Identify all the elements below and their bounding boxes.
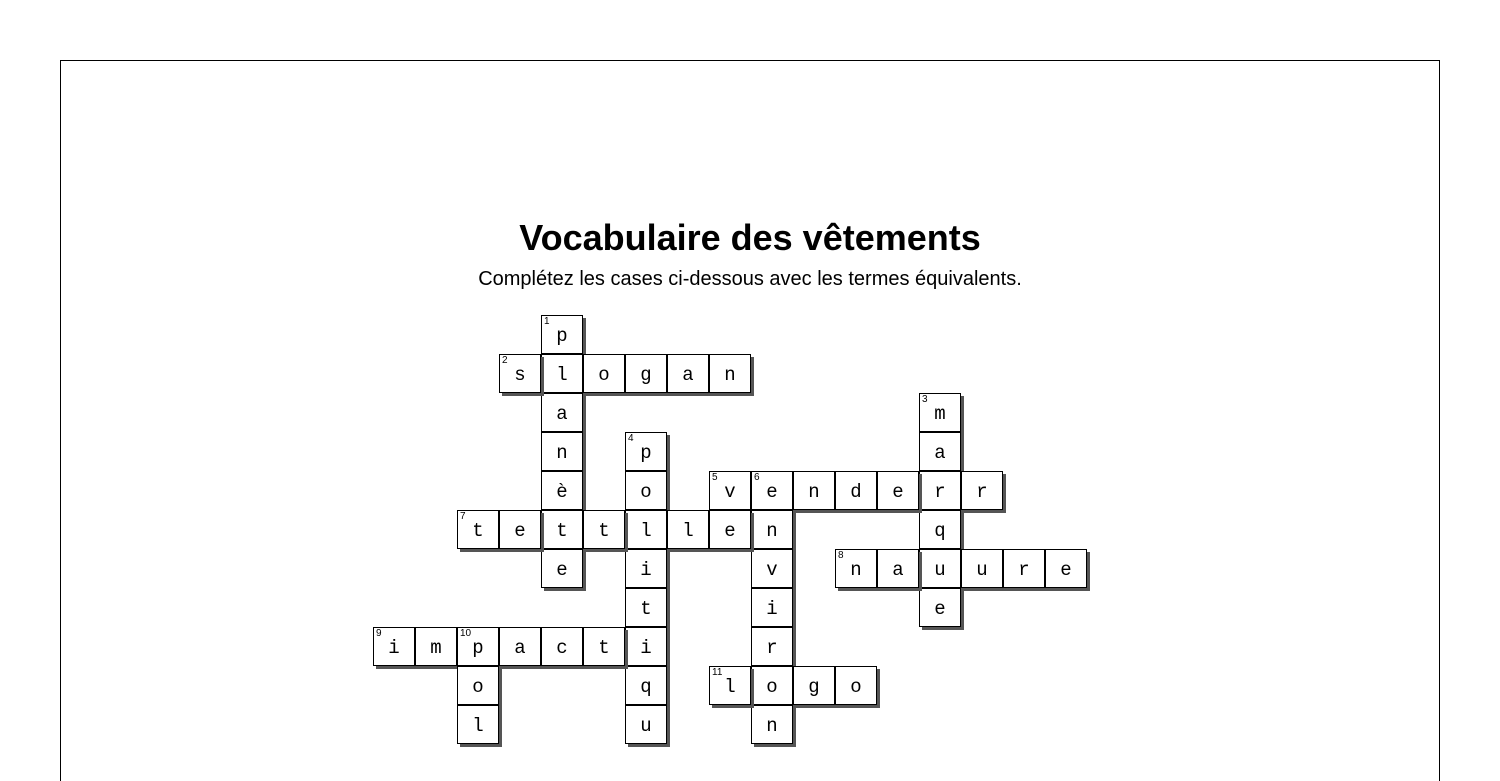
crossword-cell[interactable] bbox=[1045, 549, 1087, 588]
crossword-cell[interactable] bbox=[961, 471, 1003, 510]
cell-letter: o bbox=[766, 675, 778, 698]
cell-letter: s bbox=[514, 363, 526, 386]
cell-letter: o bbox=[850, 675, 862, 698]
cell-letter: u bbox=[934, 558, 946, 581]
crossword-cell[interactable] bbox=[457, 627, 499, 666]
crossword-cell[interactable] bbox=[625, 627, 667, 666]
crossword-cell[interactable] bbox=[583, 627, 625, 666]
cell-letter: n bbox=[850, 558, 862, 581]
cell-letter: r bbox=[1018, 558, 1030, 581]
cell-letter: a bbox=[934, 441, 946, 464]
crossword-cell[interactable] bbox=[499, 627, 541, 666]
crossword-cell[interactable] bbox=[919, 510, 961, 549]
crossword-cell[interactable] bbox=[835, 549, 877, 588]
cell-letter: p bbox=[556, 324, 568, 347]
clue-number: 7 bbox=[460, 511, 466, 522]
crossword-cell[interactable] bbox=[751, 627, 793, 666]
crossword-cell[interactable] bbox=[457, 510, 499, 549]
cell-letter: u bbox=[640, 714, 652, 737]
crossword-cell[interactable] bbox=[625, 666, 667, 705]
crossword-cell[interactable] bbox=[793, 666, 835, 705]
clue-number: 10 bbox=[460, 628, 472, 639]
cell-letter: t bbox=[598, 636, 610, 659]
cell-letter: q bbox=[934, 519, 946, 542]
cell-letter: i bbox=[766, 597, 778, 620]
crossword-cell[interactable] bbox=[919, 432, 961, 471]
crossword-cell[interactable] bbox=[625, 471, 667, 510]
cell-letter: r bbox=[934, 480, 946, 503]
cell-letter: r bbox=[976, 480, 988, 503]
cell-letter: l bbox=[682, 519, 694, 542]
cell-letter: d bbox=[850, 480, 862, 503]
crossword-cell[interactable] bbox=[919, 471, 961, 510]
clue-number: 3 bbox=[922, 394, 928, 405]
cell-letter: n bbox=[766, 519, 778, 542]
cell-letter: a bbox=[682, 363, 694, 386]
page-subtitle: Complétez les cases ci-dessous avec les termes équivalents. bbox=[478, 268, 1022, 290]
cell-letter: t bbox=[598, 519, 610, 542]
crossword-cell[interactable] bbox=[541, 471, 583, 510]
cell-letter: v bbox=[724, 480, 736, 503]
crossword-cell[interactable] bbox=[751, 588, 793, 627]
crossword-cell[interactable] bbox=[835, 666, 877, 705]
crossword-cell[interactable] bbox=[541, 510, 583, 549]
clue-number: 1 bbox=[544, 316, 550, 327]
cell-letter: e bbox=[724, 519, 736, 542]
cell-letter: o bbox=[640, 480, 652, 503]
crossword-cell[interactable] bbox=[583, 354, 625, 393]
crossword-cell[interactable] bbox=[709, 471, 751, 510]
crossword-cell[interactable] bbox=[541, 393, 583, 432]
crossword-cell[interactable] bbox=[751, 471, 793, 510]
crossword-cell[interactable] bbox=[877, 471, 919, 510]
cell-letter: u bbox=[976, 558, 988, 581]
cell-letter: m bbox=[430, 636, 442, 659]
cell-letter: e bbox=[766, 480, 778, 503]
crossword-cell[interactable] bbox=[1003, 549, 1045, 588]
crossword-cell[interactable] bbox=[835, 471, 877, 510]
crossword-cell[interactable] bbox=[415, 627, 457, 666]
crossword-cell[interactable] bbox=[751, 549, 793, 588]
cell-letter: v bbox=[766, 558, 778, 581]
clue-number: 11 bbox=[712, 667, 723, 678]
crossword-cell[interactable] bbox=[751, 510, 793, 549]
crossword-cell[interactable] bbox=[625, 705, 667, 744]
cell-letter: p bbox=[640, 441, 652, 464]
cell-letter: t bbox=[640, 597, 652, 620]
crossword-cell[interactable] bbox=[709, 666, 751, 705]
crossword-cell[interactable] bbox=[457, 666, 499, 705]
cell-letter: l bbox=[724, 675, 736, 698]
crossword-cell[interactable] bbox=[499, 510, 541, 549]
crossword-cell[interactable] bbox=[919, 588, 961, 627]
cell-letter: n bbox=[766, 714, 778, 737]
crossword-cell[interactable] bbox=[919, 549, 961, 588]
crossword-cell[interactable] bbox=[751, 666, 793, 705]
cell-letter: o bbox=[598, 363, 610, 386]
crossword-cell[interactable] bbox=[625, 354, 667, 393]
crossword-cell[interactable] bbox=[625, 549, 667, 588]
cell-letter: l bbox=[556, 363, 568, 386]
crossword-cell[interactable] bbox=[583, 510, 625, 549]
cell-letter: è bbox=[556, 480, 568, 503]
crossword-cell[interactable] bbox=[625, 510, 667, 549]
crossword-cell[interactable] bbox=[541, 432, 583, 471]
cell-letter: r bbox=[766, 636, 778, 659]
cell-letter: a bbox=[556, 402, 568, 425]
cell-letter: i bbox=[388, 636, 400, 659]
cell-letter: t bbox=[556, 519, 568, 542]
cell-letter: e bbox=[514, 519, 526, 542]
crossword-cell[interactable] bbox=[751, 705, 793, 744]
crossword-cell[interactable] bbox=[667, 354, 709, 393]
cell-letter: m bbox=[934, 402, 946, 425]
cell-letter: t bbox=[472, 519, 484, 542]
cell-letter: g bbox=[640, 363, 652, 386]
cell-letter: o bbox=[472, 675, 484, 698]
cell-letter: i bbox=[640, 558, 652, 581]
crossword-cell[interactable] bbox=[793, 471, 835, 510]
crossword-cell[interactable] bbox=[709, 510, 751, 549]
cell-letter: g bbox=[808, 675, 820, 698]
cell-letter: a bbox=[514, 636, 526, 659]
crossword-cell[interactable] bbox=[541, 315, 583, 354]
crossword-cell[interactable] bbox=[961, 549, 1003, 588]
crossword-cell[interactable] bbox=[625, 432, 667, 471]
cell-letter: q bbox=[640, 675, 652, 698]
clue-number: 9 bbox=[376, 628, 382, 639]
cell-letter: a bbox=[892, 558, 904, 581]
crossword-cell[interactable] bbox=[667, 510, 709, 549]
crossword-cell[interactable] bbox=[919, 393, 961, 432]
clue-number: 6 bbox=[754, 472, 760, 483]
cell-letter: n bbox=[808, 480, 820, 503]
crossword-cell[interactable] bbox=[499, 354, 541, 393]
clue-number: 2 bbox=[502, 355, 508, 366]
crossword-cell[interactable] bbox=[541, 549, 583, 588]
cell-letter: e bbox=[1060, 558, 1072, 581]
crossword-cell[interactable] bbox=[541, 627, 583, 666]
cell-letter: l bbox=[472, 714, 484, 737]
crossword-cell[interactable] bbox=[709, 354, 751, 393]
crossword-cell[interactable] bbox=[625, 588, 667, 627]
clue-number: 5 bbox=[712, 472, 718, 483]
cell-letter: n bbox=[556, 441, 568, 464]
cell-letter: l bbox=[640, 519, 652, 542]
cell-letter: e bbox=[556, 558, 568, 581]
cell-letter: i bbox=[640, 636, 652, 659]
cell-letter: e bbox=[892, 480, 904, 503]
crossword-cell[interactable] bbox=[877, 549, 919, 588]
cell-letter: e bbox=[934, 597, 946, 620]
page-title: Vocabulaire des vêtements bbox=[519, 217, 981, 258]
cell-letter: n bbox=[724, 363, 736, 386]
cell-letter: c bbox=[556, 636, 568, 659]
clue-number: 4 bbox=[628, 433, 634, 444]
clue-number: 8 bbox=[838, 550, 844, 561]
cell-letter: p bbox=[472, 636, 484, 659]
crossword-cell[interactable] bbox=[373, 627, 415, 666]
crossword-cell[interactable] bbox=[541, 354, 583, 393]
crossword-cell[interactable] bbox=[457, 705, 499, 744]
